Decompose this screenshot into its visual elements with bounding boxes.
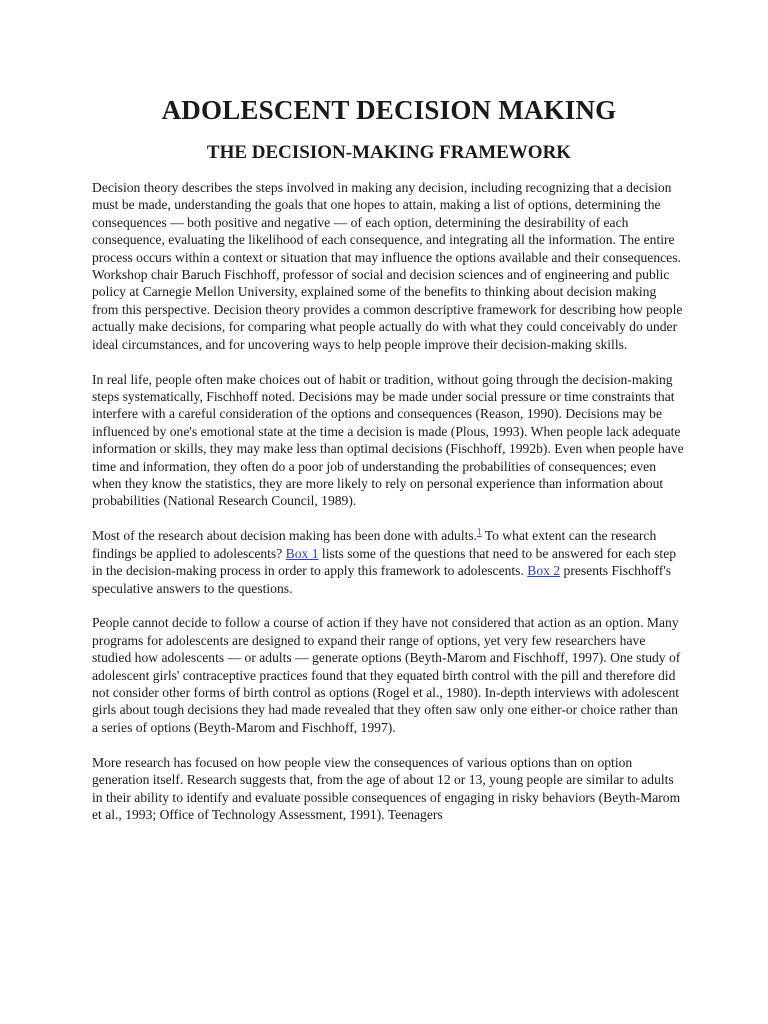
document-title: ADOLESCENT DECISION MAKING xyxy=(161,95,617,125)
footnote-1-link[interactable]: 1 xyxy=(477,526,482,537)
box-2-link[interactable]: Box 2 xyxy=(527,563,561,579)
paragraph-5: More research has focused on how people view the consequences of various options than on option generation itself. Research suggests that, from the age of about 12 or 13, young people are similar to adults in their ability to identify and evaluate possible consequences of engaging in risky behaviors (Beyth-Marom et al., 1993; Office of Technology Assessment, 1991). Teenagers xyxy=(92,754,681,822)
paragraph-3-text-b: To what extent can the research findings be applied to adolescents? xyxy=(92,528,657,561)
document-body xyxy=(92,179,686,823)
paragraph-1: Decision theory describes the steps involved in making any decision, including recognizing that a decision must be made, understanding the goals that one hopes to attain, making a list of options, determining the consequences — both positive and negative — of each option, determining the desirability of each consequence, evaluating the likelihood of each consequence, and integrating all the information. The entire process occurs within a context or situation that may influence the options available and their consequences. Workshop chair Baruch Fischhoff, professor of social and decision sciences and of engineering and public policy at Carnegie Mellon University, explained some of the benefits to thinking about decision making from this perspective. Decision theory provides a common descriptive framework for describing how people actually make decisions, for comparing what people actually do with what they could conceivably do under ideal circumstances, and for uncovering ways to help people improve their decision-making skills. xyxy=(92,180,683,352)
paragraph-3-text-a: Most of the research about decision making has been done with adults. xyxy=(92,528,478,544)
section-heading: THE DECISION-MAKING FRAMEWORK xyxy=(206,142,572,163)
paragraph-3 xyxy=(92,527,686,597)
paragraph-4: People cannot decide to follow a course of action if they have not considered that action as an option. Many programs for adolescents are designed to expand their range of options, yet very few researchers have studied how adolescents — or adults — generate options (Beyth-Marom and Fischhoff, 1997). One study of adolescent girls' contraceptive practices found that they equated birth control with the pill and therefore did not consider other forms of birth control as options (Rogel et al., 1980). In-depth interviews with adolescent girls about tough decisions they had made revealed that they often saw only one either-or choice rather than a series of options (Beyth-Marom and Fischhoff, 1997). xyxy=(92,615,681,735)
box-1-link[interactable]: Box 1 xyxy=(285,545,319,561)
paragraph-3-text-d: presents Fischhoff's speculative answers to the questions. xyxy=(92,563,672,596)
paragraph-2: In real life, people often make choices out of habit or tradition, without going through the decision-making steps systematically, Fischhoff noted. Decisions may be made under social pressure or time constraints that interfere with a careful consideration of the options and consequences (Reason, 1990). Decisions may be influenced by one's emotional state at the time a decision is made (Plous, 1993). When people lack adequate information or skills, they may make less than optimal decisions (Fischhoff, 1992b). Even when people have time and information, they often do a poor job of understanding the probabilities of consequences; even when they know the statistics, they are more likely to rely on personal experience than information about probabilities (National Research Council, 1989). xyxy=(92,371,684,509)
paragraph-3-text-c: lists some of the questions that need to be answered for each step in the decision-making process in order to apply this framework to adolescents. xyxy=(92,545,677,579)
